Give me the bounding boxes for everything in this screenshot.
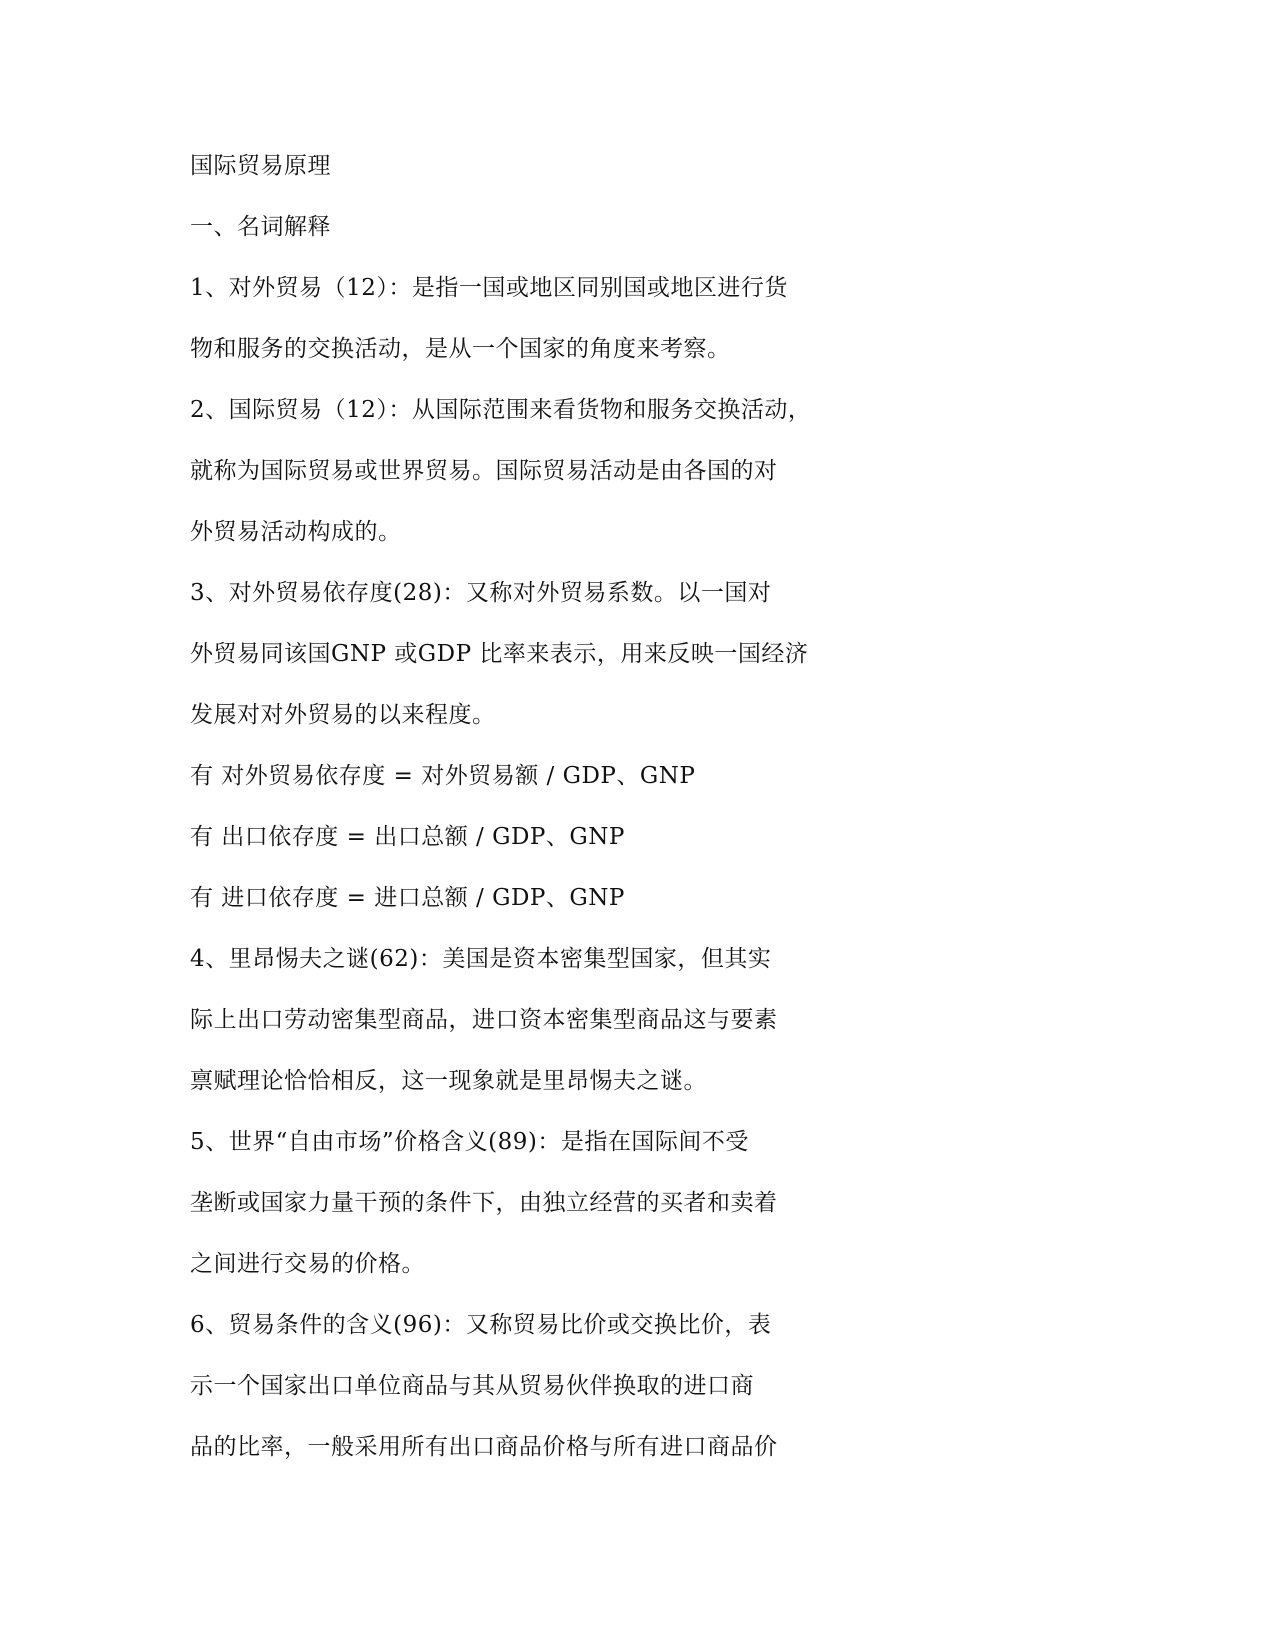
text-line: 5、世界“自由市场”价格含义(89)：是指在国际间不受 — [190, 1129, 749, 1155]
text-line: 发展对对外贸易的以来程度。 — [190, 702, 496, 728]
text-line: 1、对外贸易（12）：是指一国或地区同别国或地区进行货 — [190, 275, 788, 301]
formula-line: 有 出口依存度 = 出口总额 / GDP、GNP — [190, 824, 625, 850]
document-title: 国际贸易原理 — [190, 153, 331, 179]
text-line: 品的比率，一般采用所有出口商品价格与所有进口商品价 — [190, 1434, 778, 1460]
section-heading: 一、名词解释 — [190, 214, 331, 240]
text-line: 示一个国家出口单位商品与其从贸易伙伴换取的进口商 — [190, 1373, 754, 1399]
text-line: 垄断或国家力量干预的条件下，由独立经营的买者和卖着 — [190, 1190, 778, 1216]
text-line: 就称为国际贸易或世界贸易。国际贸易活动是由各国的对 — [190, 458, 778, 484]
text-line: 2、国际贸易（12）：从国际范围来看货物和服务交换活动， — [190, 397, 812, 423]
text-line: 物和服务的交换活动，是从一个国家的角度来考察。 — [190, 336, 731, 362]
text-line: 3、对外贸易依存度(28)：又称对外贸易系数。以一国对 — [190, 580, 772, 606]
text-line: 外贸易同该国GNP 或GDP 比率来表示，用来反映一国经济 — [190, 641, 809, 667]
text-line: 际上出口劳动密集型商品，进口资本密集型商品这与要素 — [190, 1007, 778, 1033]
formula-line: 有 进口依存度 = 进口总额 / GDP、GNP — [190, 885, 625, 911]
text-line: 4、里昂惕夫之谜(62)：美国是资本密集型国家，但其实 — [190, 946, 772, 972]
text-line: 外贸易活动构成的。 — [190, 519, 402, 545]
text-line: 6、贸易条件的含义(96)：又称贸易比价或交换比价，表 — [190, 1312, 772, 1338]
text-line: 之间进行交易的价格。 — [190, 1251, 425, 1277]
document-page — [190, 150, 850, 1492]
formula-line: 有 对外贸易依存度 = 对外贸易额 / GDP、GNP — [190, 763, 696, 789]
text-line: 禀赋理论恰恰相反，这一现象就是里昂惕夫之谜。 — [190, 1068, 707, 1094]
